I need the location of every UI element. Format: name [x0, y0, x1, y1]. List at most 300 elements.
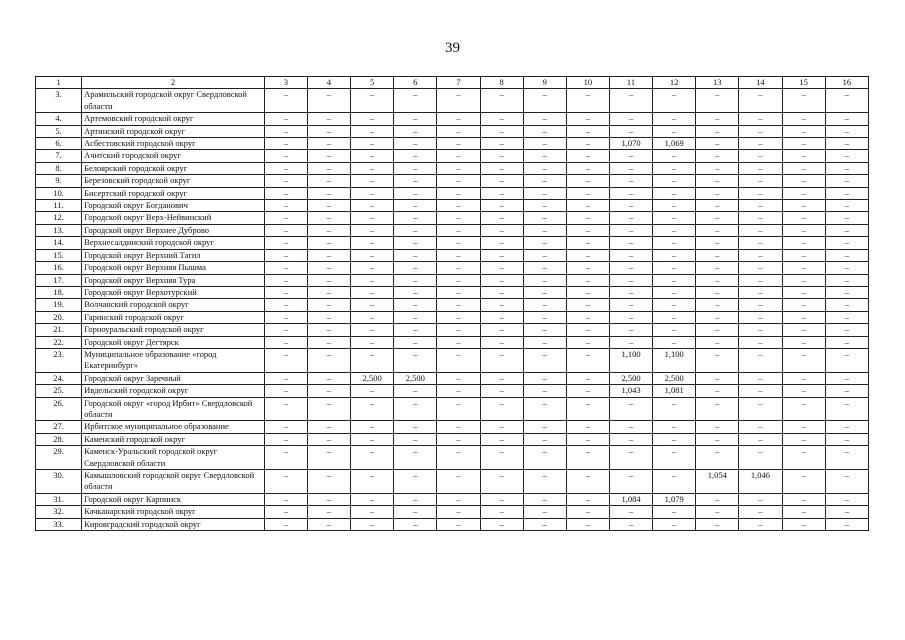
value-cell: – [609, 421, 652, 433]
value-cell: – [394, 470, 437, 494]
value-cell: – [566, 336, 609, 348]
value-cell: – [566, 89, 609, 113]
value-cell: – [739, 175, 782, 187]
municipality-name: Волчанский городской округ [82, 299, 265, 311]
value-cell: – [653, 162, 696, 174]
value-cell: – [437, 421, 480, 433]
value-cell: – [307, 224, 350, 236]
value-cell: – [307, 518, 350, 530]
value-cell: – [351, 385, 394, 397]
column-header: 4 [307, 77, 350, 89]
value-cell: – [782, 433, 825, 445]
value-cell: – [264, 200, 307, 212]
value-cell: – [437, 89, 480, 113]
value-cell: – [394, 311, 437, 323]
value-cell: – [782, 336, 825, 348]
value-cell: – [264, 212, 307, 224]
value-cell: – [825, 138, 868, 150]
table-row [36, 470, 869, 494]
table-row [36, 421, 869, 433]
value-cell: 1,100 [609, 348, 652, 372]
value-cell: – [351, 336, 394, 348]
value-cell: – [566, 212, 609, 224]
value-cell: – [480, 433, 523, 445]
value-cell: – [480, 385, 523, 397]
value-cell: – [696, 518, 739, 530]
municipality-name: Кировградский городской округ [82, 518, 265, 530]
municipality-name: Ивдельский городской округ [82, 385, 265, 397]
column-header: 3 [264, 77, 307, 89]
value-cell: – [264, 470, 307, 494]
value-cell: – [437, 113, 480, 125]
table-row [36, 446, 869, 470]
value-cell: – [264, 493, 307, 505]
row-number: 8. [36, 162, 82, 174]
value-cell: – [739, 518, 782, 530]
value-cell: – [653, 470, 696, 494]
value-cell: – [351, 421, 394, 433]
table-row [36, 385, 869, 397]
value-cell: – [523, 385, 566, 397]
column-header: 10 [566, 77, 609, 89]
value-cell: – [696, 237, 739, 249]
value-cell: – [739, 397, 782, 421]
value-cell: – [351, 249, 394, 261]
table-row [36, 324, 869, 336]
value-cell: – [264, 385, 307, 397]
value-cell: – [566, 237, 609, 249]
value-cell: – [782, 299, 825, 311]
table-row [36, 274, 869, 286]
value-cell: – [523, 397, 566, 421]
value-cell: – [351, 518, 394, 530]
value-cell: – [523, 162, 566, 174]
value-cell: – [653, 433, 696, 445]
row-number: 27. [36, 421, 82, 433]
value-cell: – [609, 286, 652, 298]
table-row [36, 493, 869, 505]
value-cell: – [782, 89, 825, 113]
value-cell: – [609, 249, 652, 261]
value-cell: – [480, 421, 523, 433]
value-cell: – [825, 299, 868, 311]
municipality-name: Каменский городской округ [82, 433, 265, 445]
value-cell: – [566, 493, 609, 505]
value-cell: – [782, 518, 825, 530]
value-cell: – [739, 299, 782, 311]
value-cell: – [264, 336, 307, 348]
value-cell: – [825, 506, 868, 518]
value-cell: – [394, 299, 437, 311]
table-row [36, 150, 869, 162]
value-cell: – [825, 274, 868, 286]
value-cell: – [523, 150, 566, 162]
value-cell: – [566, 162, 609, 174]
value-cell: – [696, 397, 739, 421]
table-row [36, 200, 869, 212]
row-number: 6. [36, 138, 82, 150]
value-cell: – [264, 518, 307, 530]
value-cell: – [739, 311, 782, 323]
value-cell: – [609, 299, 652, 311]
column-header: 5 [351, 77, 394, 89]
value-cell: – [566, 421, 609, 433]
value-cell: – [739, 224, 782, 236]
value-cell: – [653, 421, 696, 433]
value-cell: – [739, 212, 782, 224]
value-cell: – [307, 162, 350, 174]
row-number: 10. [36, 187, 82, 199]
table-row [36, 433, 869, 445]
value-cell: – [653, 299, 696, 311]
municipality-name: Городской округ «город Ирбит» Свердловской области [82, 397, 265, 421]
value-cell: – [307, 311, 350, 323]
municipality-name: Березовский городской округ [82, 175, 265, 187]
value-cell: – [480, 324, 523, 336]
value-cell: – [609, 113, 652, 125]
value-cell: – [566, 518, 609, 530]
value-cell: – [782, 372, 825, 384]
value-cell: – [825, 493, 868, 505]
value-cell: – [480, 237, 523, 249]
value-cell: – [351, 224, 394, 236]
value-cell: – [825, 348, 868, 372]
value-cell: – [264, 138, 307, 150]
value-cell: – [825, 125, 868, 137]
value-cell: – [523, 372, 566, 384]
value-cell: – [264, 446, 307, 470]
value-cell: – [739, 237, 782, 249]
value-cell: – [351, 286, 394, 298]
value-cell: – [653, 311, 696, 323]
value-cell: – [609, 175, 652, 187]
value-cell: – [566, 506, 609, 518]
value-cell: – [307, 249, 350, 261]
value-cell: – [739, 286, 782, 298]
value-cell: – [523, 200, 566, 212]
value-cell: – [523, 348, 566, 372]
value-cell: – [307, 324, 350, 336]
value-cell: – [739, 421, 782, 433]
value-cell: – [825, 446, 868, 470]
value-cell: – [307, 348, 350, 372]
value-cell: – [696, 125, 739, 137]
value-cell: – [609, 89, 652, 113]
value-cell: – [653, 324, 696, 336]
row-number: 22. [36, 336, 82, 348]
value-cell: – [825, 187, 868, 199]
column-header: 9 [523, 77, 566, 89]
value-cell: – [739, 274, 782, 286]
value-cell: – [782, 286, 825, 298]
value-cell: – [653, 446, 696, 470]
municipality-name: Городской округ Верхняя Тура [82, 274, 265, 286]
value-cell: – [523, 493, 566, 505]
municipality-name: Городской округ Верхнее Дуброво [82, 224, 265, 236]
value-cell: – [782, 150, 825, 162]
value-cell: – [264, 125, 307, 137]
value-cell: – [351, 311, 394, 323]
value-cell: – [523, 470, 566, 494]
value-cell: – [264, 324, 307, 336]
value-cell: – [653, 336, 696, 348]
value-cell: – [739, 446, 782, 470]
value-cell: – [523, 433, 566, 445]
value-cell: – [825, 162, 868, 174]
value-cell: – [566, 470, 609, 494]
value-cell: – [825, 518, 868, 530]
value-cell: – [782, 385, 825, 397]
value-cell: – [351, 162, 394, 174]
value-cell: – [351, 212, 394, 224]
value-cell: – [609, 224, 652, 236]
value-cell: – [523, 311, 566, 323]
value-cell: – [566, 385, 609, 397]
value-cell: – [264, 249, 307, 261]
table-row [36, 237, 869, 249]
value-cell: – [653, 224, 696, 236]
value-cell: – [825, 311, 868, 323]
municipality-name: Арамильский городской округ Свердловской области [82, 89, 265, 113]
value-cell: – [480, 274, 523, 286]
value-cell: – [566, 372, 609, 384]
value-cell: – [609, 125, 652, 137]
column-header: 11 [609, 77, 652, 89]
value-cell: – [480, 162, 523, 174]
value-cell: – [351, 506, 394, 518]
value-cell: – [437, 433, 480, 445]
value-cell: – [523, 113, 566, 125]
value-cell: – [394, 249, 437, 261]
value-cell: – [609, 470, 652, 494]
row-number: 12. [36, 212, 82, 224]
value-cell: – [825, 470, 868, 494]
value-cell: – [480, 89, 523, 113]
value-cell: – [307, 372, 350, 384]
table-row [36, 212, 869, 224]
value-cell: – [264, 113, 307, 125]
value-cell: – [437, 372, 480, 384]
value-cell: – [566, 187, 609, 199]
value-cell: – [566, 446, 609, 470]
value-cell: – [739, 200, 782, 212]
value-cell: – [566, 433, 609, 445]
value-cell: – [394, 162, 437, 174]
value-cell: – [394, 200, 437, 212]
value-cell: – [437, 187, 480, 199]
value-cell: – [351, 113, 394, 125]
table-row [36, 224, 869, 236]
value-cell: 1,046 [739, 470, 782, 494]
value-cell: – [782, 224, 825, 236]
row-number: 14. [36, 237, 82, 249]
value-cell: – [394, 89, 437, 113]
table-body [36, 89, 869, 531]
value-cell: – [264, 433, 307, 445]
value-cell: – [739, 372, 782, 384]
value-cell: – [696, 212, 739, 224]
value-cell: – [609, 212, 652, 224]
value-cell: 1,100 [653, 348, 696, 372]
value-cell: – [523, 446, 566, 470]
value-cell: – [394, 187, 437, 199]
value-cell: – [609, 262, 652, 274]
value-cell: – [566, 113, 609, 125]
value-cell: – [351, 493, 394, 505]
row-number: 3. [36, 89, 82, 113]
value-cell: – [307, 433, 350, 445]
value-cell: – [264, 299, 307, 311]
municipality-name: Камышловский городской округ Свердловской области [82, 470, 265, 494]
column-header: 7 [437, 77, 480, 89]
value-cell: – [696, 150, 739, 162]
value-cell: – [480, 187, 523, 199]
value-cell: 2,500 [609, 372, 652, 384]
value-cell: – [264, 506, 307, 518]
value-cell: – [351, 138, 394, 150]
value-cell: – [480, 200, 523, 212]
value-cell: – [480, 348, 523, 372]
value-cell: – [739, 506, 782, 518]
value-cell: – [480, 249, 523, 261]
value-cell: – [307, 299, 350, 311]
row-number: 31. [36, 493, 82, 505]
value-cell: – [825, 262, 868, 274]
value-cell: – [480, 446, 523, 470]
value-cell: – [653, 150, 696, 162]
municipality-name: Городской округ Богданович [82, 200, 265, 212]
value-cell: – [566, 138, 609, 150]
column-header: 15 [782, 77, 825, 89]
value-cell: – [653, 286, 696, 298]
value-cell: – [351, 150, 394, 162]
value-cell: – [351, 262, 394, 274]
value-cell: – [782, 506, 825, 518]
value-cell: – [480, 212, 523, 224]
value-cell: – [351, 446, 394, 470]
column-header: 13 [696, 77, 739, 89]
value-cell: – [739, 493, 782, 505]
table-row [36, 299, 869, 311]
value-cell: – [437, 175, 480, 187]
value-cell: – [782, 493, 825, 505]
value-cell: – [437, 385, 480, 397]
value-cell: – [307, 125, 350, 137]
value-cell: – [307, 506, 350, 518]
value-cell: – [739, 138, 782, 150]
value-cell: – [264, 348, 307, 372]
value-cell: – [653, 200, 696, 212]
value-cell: – [782, 175, 825, 187]
value-cell: – [825, 324, 868, 336]
value-cell: – [351, 433, 394, 445]
value-cell: – [351, 175, 394, 187]
municipality-name: Ачитский городской округ [82, 150, 265, 162]
municipality-name: Городской округ Верхний Тагил [82, 249, 265, 261]
value-cell: – [825, 397, 868, 421]
value-cell: – [480, 262, 523, 274]
value-cell: – [566, 324, 609, 336]
value-cell: – [307, 187, 350, 199]
municipality-name: Белоярский городской округ [82, 162, 265, 174]
value-cell: – [480, 286, 523, 298]
value-cell: – [307, 200, 350, 212]
table-row [36, 286, 869, 298]
value-cell: – [394, 262, 437, 274]
municipality-name: Ирбитское муниципальное образование [82, 421, 265, 433]
table-row [36, 125, 869, 137]
row-number: 23. [36, 348, 82, 372]
value-cell: – [480, 299, 523, 311]
value-cell: – [480, 138, 523, 150]
value-cell: – [480, 311, 523, 323]
row-number: 7. [36, 150, 82, 162]
column-header: 2 [82, 77, 265, 89]
value-cell: – [523, 299, 566, 311]
municipality-name: Городской округ Дегтярск [82, 336, 265, 348]
value-cell: – [609, 518, 652, 530]
column-header: 8 [480, 77, 523, 89]
value-cell: – [437, 324, 480, 336]
value-cell: – [653, 262, 696, 274]
value-cell: – [609, 150, 652, 162]
value-cell: – [782, 470, 825, 494]
value-cell: – [394, 237, 437, 249]
value-cell: – [782, 125, 825, 137]
value-cell: – [696, 274, 739, 286]
value-cell: – [437, 493, 480, 505]
municipality-name: Городской округ Карпинск [82, 493, 265, 505]
value-cell: – [696, 175, 739, 187]
value-cell: – [437, 286, 480, 298]
value-cell: – [480, 470, 523, 494]
value-cell: – [696, 421, 739, 433]
municipality-name: Артинский городской округ [82, 125, 265, 137]
value-cell: – [782, 311, 825, 323]
value-cell: – [523, 212, 566, 224]
value-cell: – [394, 224, 437, 236]
table-row [36, 311, 869, 323]
value-cell: – [696, 138, 739, 150]
value-cell: – [782, 200, 825, 212]
row-number: 20. [36, 311, 82, 323]
table-row [36, 372, 869, 384]
value-cell: – [307, 446, 350, 470]
value-cell: – [394, 336, 437, 348]
value-cell: – [351, 187, 394, 199]
column-header: 14 [739, 77, 782, 89]
value-cell: – [264, 286, 307, 298]
value-cell: – [264, 262, 307, 274]
value-cell: – [825, 237, 868, 249]
value-cell: – [437, 470, 480, 494]
value-cell: – [437, 311, 480, 323]
value-cell: – [351, 299, 394, 311]
value-cell: – [653, 506, 696, 518]
value-cell: – [523, 175, 566, 187]
value-cell: – [394, 125, 437, 137]
row-number: 32. [36, 506, 82, 518]
value-cell: – [437, 397, 480, 421]
value-cell: – [825, 336, 868, 348]
value-cell: – [437, 274, 480, 286]
column-header: 16 [825, 77, 868, 89]
value-cell: – [696, 262, 739, 274]
value-cell: – [696, 187, 739, 199]
table-row [36, 262, 869, 274]
value-cell: – [825, 175, 868, 187]
value-cell: 2,500 [394, 372, 437, 384]
